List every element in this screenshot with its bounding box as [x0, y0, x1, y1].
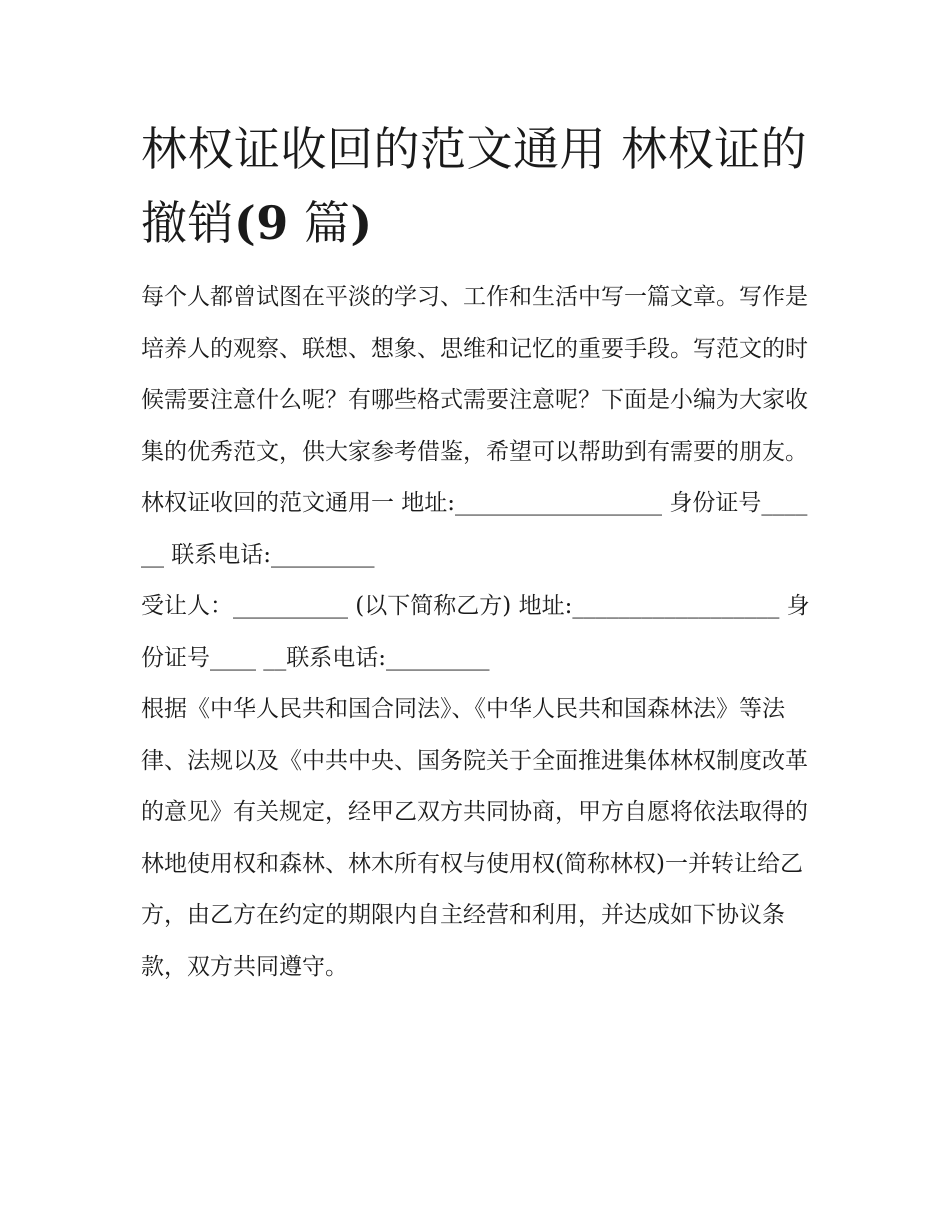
paragraph-transferor-info: 林权证收回的范文通用一 地址:__________________ 身份证号____ __ 联系电话:_________: [141, 490, 808, 568]
paragraph-transferee-info: 受让人：__________ (以下简称乙方) 地址:__________________ 身份证号____ __联系电话:_________: [141, 593, 810, 671]
document-title: [141, 112, 813, 260]
paragraph-intro: 每个人都曾试图在平淡的学习、工作和生活中写一篇文章。写作是培养人的观察、联想、想象、思维和记忆的重要手段。写范文的时候需要注意什么呢？有哪些格式需要注意呢？下面是小编为大家收集的优秀范文，供大家参考借鉴，希望可以帮助到有需要的朋友。: [141, 284, 808, 465]
document-page: [141, 112, 813, 993]
title-text: 林权证收回的范文通用 林权证的撤销: [141, 122, 808, 250]
title-count-open: (9: [234, 196, 289, 250]
paragraph-legal-basis: 根据《中华人民共和国合同法》、《中华人民共和国森林法》等法律、法规以及《中共中央、国务院关于全面推进集体林权制度改革的意见》有关规定，经甲乙双方共同协商，甲方自愿将依法取得的林地使用权和森林、林木所有权与使用权(简称林权)一并转让给乙方，由乙方在约定的期限内自主经营和利用，并达成如下协议条款，双方共同遵守。: [141, 696, 808, 980]
title-count-unit: 篇: [288, 196, 351, 250]
title-count-close: ): [350, 196, 373, 250]
document-body: [141, 272, 813, 993]
